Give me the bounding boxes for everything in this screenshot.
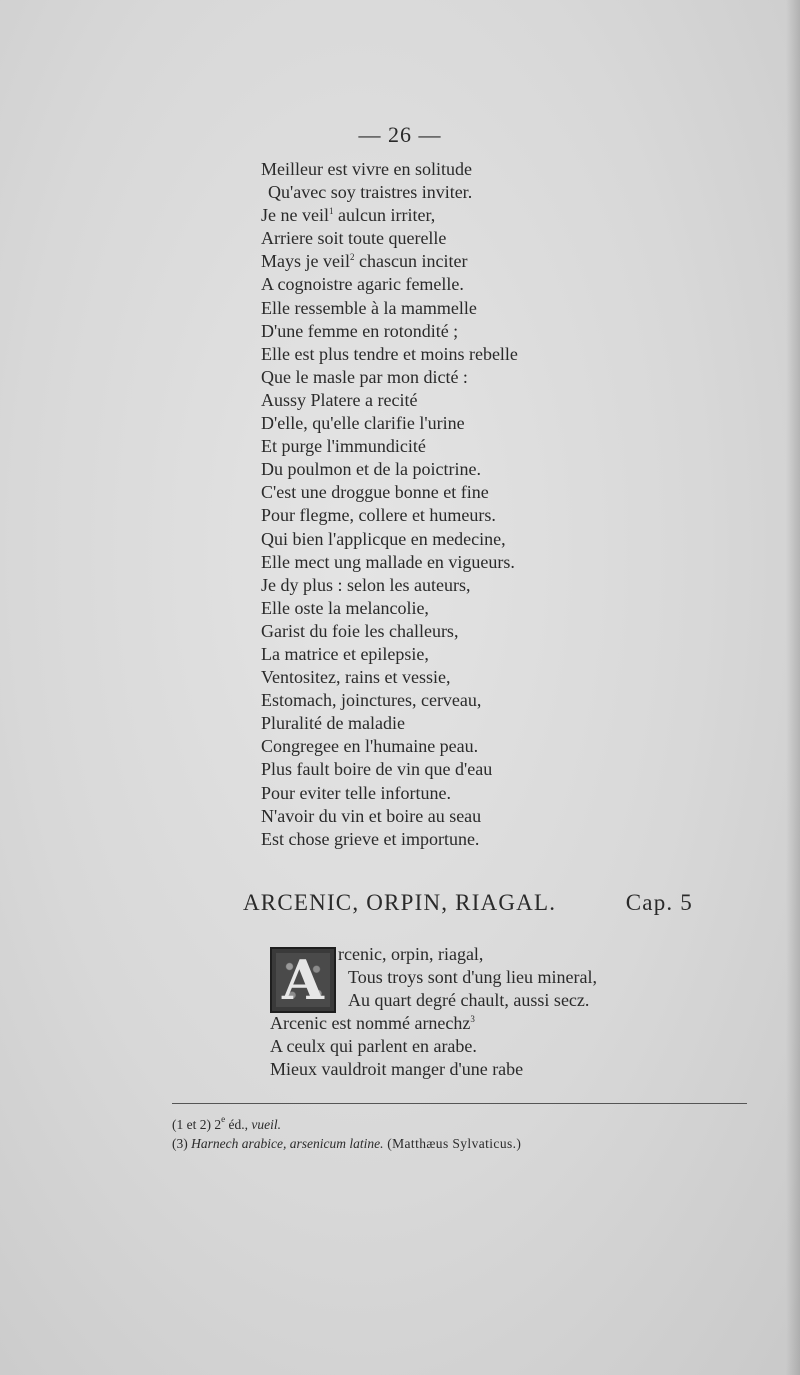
footnote-marker: 3 (470, 1014, 475, 1025)
footnote-text: éd., (225, 1117, 252, 1132)
verse-line: rcenic, orpin, riagal, (338, 944, 484, 964)
verse-line: A cognoistre agaric femelle. (261, 274, 464, 295)
verse-line (270, 1012, 700, 1035)
verse-line: D'elle, qu'elle clarifie l'urine (261, 413, 465, 434)
verse-line: Que le masle par mon dicté : (261, 366, 468, 387)
verse-block (261, 158, 681, 851)
verse-line: Qui bien l'applicque en medecine, (261, 528, 506, 549)
verse-line: Je dy plus : selon les auteurs, (261, 574, 471, 595)
footnote-2 (172, 1134, 752, 1153)
verse-line: Aussy Platere a recité (261, 389, 418, 410)
verse-line: Elle oste la melancolie, (261, 597, 429, 618)
verse-line-text: aulcun irriter, (333, 205, 436, 226)
footnote-1 (172, 1115, 752, 1134)
verse-line: Elle ressemble à la mammelle (261, 297, 477, 318)
verse-line: Estomach, joinctures, cerveau, (261, 690, 482, 711)
verse-line: Pluralité de maladie (261, 713, 405, 734)
footnote-source: (Matthæus Sylvaticus.) (383, 1136, 522, 1151)
verse-line-text: Arcenic est nommé arnechz (270, 1013, 471, 1034)
footnotes (172, 1115, 752, 1153)
chapter-title: ARCENIC, ORPIN, RIAGAL. (243, 890, 557, 915)
verse-line: Pour eviter telle infortune. (261, 782, 451, 803)
verse-line: Arriere soit toute querelle (261, 228, 447, 249)
page-number: — 26 — (358, 122, 442, 147)
verse-line: Qu'avec soy traistres inviter. (268, 182, 473, 203)
footnote-italic: Harnech arabice, arsenicum latine. (191, 1136, 384, 1151)
verse-line: Ventositez, rains et vessie, (261, 667, 451, 688)
verse-line: N'avoir du vin et boire au seau (261, 805, 482, 826)
verse-line: Garist du foie les challeurs, (261, 620, 459, 641)
verse-line: Est chose grieve et importune. (261, 828, 480, 849)
chapter-heading (243, 890, 693, 916)
page-edge-shadow (786, 0, 800, 1375)
verse-line: C'est une droggue bonne et fine (261, 482, 489, 503)
footnote-sup: e (221, 1114, 226, 1124)
verse-line: Congregee en l'humaine peau. (261, 736, 479, 757)
verse-line: Et purge l'immundicité (261, 436, 426, 457)
verse-line: La matrice et epilepsie, (261, 643, 429, 664)
verse-line: Au quart degré chault, aussi secz. (348, 990, 590, 1011)
verse-line: A ceulx qui parlent en arabe. (270, 1036, 477, 1057)
verse-line: Meilleur est vivre en solitude (261, 159, 472, 179)
footnote-divider (172, 1103, 747, 1104)
verse-line: Elle mect ung mallade en vigueurs. (261, 551, 515, 572)
footnote-marker: 1 (328, 206, 334, 217)
verse-line: Du poulmon et de la poictrine. (261, 459, 481, 480)
dropcap-letter: A (282, 948, 324, 1012)
verse-line-text: Je ne veil (261, 205, 329, 226)
verse-line: Tous troys sont d'ung lieu mineral, (348, 967, 597, 988)
verse-line: Elle est plus tendre et moins rebelle (261, 343, 518, 364)
footnote-ref: (3) (172, 1136, 192, 1151)
verse-line: Pour flegme, collere et humeurs. (261, 505, 496, 526)
verse-line (261, 204, 681, 227)
chapter-number: Cap. 5 (625, 890, 693, 915)
stanza-block (270, 943, 700, 1082)
footnote-italic: vueil. (251, 1117, 281, 1132)
verse-line (261, 250, 681, 273)
verse-line-text: Mays je veil (261, 251, 350, 272)
footnote-marker: 2 (349, 252, 355, 263)
verse-line: Mieux vauldroit manger d'une rabe (270, 1059, 524, 1080)
verse-line-text: chascun inciter (354, 251, 468, 272)
footnote-ref: (1 et 2) 2 (172, 1117, 222, 1132)
verse-line: D'une femme en rotondité ; (261, 320, 459, 341)
verse-line: Plus fault boire de vin que d'eau (261, 759, 493, 780)
